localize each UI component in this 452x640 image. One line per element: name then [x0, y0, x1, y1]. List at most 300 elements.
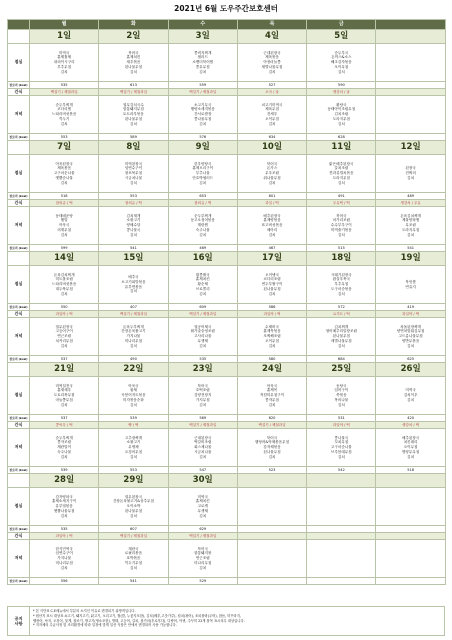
menu-item: 잡살우묵국 — [332, 277, 351, 282]
day-number: 12일 — [376, 141, 445, 155]
menu-item: 김치 — [337, 402, 345, 407]
menu-item: 옛뿔순나물 — [55, 175, 73, 180]
menu-item: 된나물무침 — [124, 116, 143, 121]
menu-item: 제육무침 — [265, 107, 279, 112]
menu-item: 코다리조림 — [263, 277, 281, 282]
menu-item: 연근조림 — [57, 334, 72, 339]
menu-item: 계란찜 — [197, 223, 208, 228]
menu-item: 쇠고기미역국 — [261, 102, 283, 107]
snack-row — [8, 200, 446, 207]
day-number: 10일 — [237, 141, 306, 155]
snack-label: 간식 — [8, 89, 30, 96]
lunch-menu-cell — [30, 377, 99, 415]
snack-cell: 콩씨우 / 떡 — [30, 422, 99, 429]
menu-item: 부추무침 — [334, 282, 349, 287]
page-title: 2021년 6월 도우주간보호센터 — [174, 4, 278, 13]
snack-cell: 백설기 / 제철과일 — [99, 311, 168, 318]
menu-item: 흰콩쌀국 — [195, 272, 210, 277]
menu-item: 오이무침 — [265, 338, 279, 343]
menu-item: 김치 — [60, 343, 68, 348]
snack-cell: 백설기 / 제철과일 — [237, 422, 306, 429]
menu-item: 배추국 — [128, 275, 139, 280]
menu-item: 김치 — [337, 343, 345, 348]
lunch-kcal-value: 620 — [237, 415, 306, 422]
dinner-kcal-value: 580 — [237, 356, 306, 363]
menu-item: 한우양탕국 — [194, 161, 212, 166]
day-number: 16일 — [168, 252, 237, 266]
menu-item: 햄양소세지볶음 — [190, 107, 215, 112]
lunch-menu-cell — [168, 266, 237, 304]
lunch-menu-cell — [237, 488, 306, 526]
menu-item: 김치 — [60, 454, 68, 459]
menu-item: 북어국 — [128, 50, 139, 55]
menu-item: 숙주나물 — [57, 449, 72, 454]
date-row-label — [8, 141, 30, 155]
menu-item: 함통돼지무침 — [123, 107, 144, 112]
menu-item: 오이냉국 — [265, 272, 279, 277]
day-number: 21일 — [30, 363, 99, 377]
day-number — [307, 474, 376, 488]
menu-item: 감자채볶음 — [263, 445, 281, 450]
menu-item: 김치 — [199, 180, 207, 185]
menu-item: 김치 — [129, 565, 137, 570]
menu-item: 동고오징어볶음 — [190, 218, 215, 223]
lunch-menu-cell — [168, 155, 237, 193]
menu-item: 미나리무침 — [55, 560, 73, 565]
snack-cell: 우유떡 / 떡 — [307, 200, 376, 207]
menu-item: 동태매운탕 — [55, 213, 73, 218]
calendar-body — [8, 30, 446, 585]
menu-item: 한식민역국 — [55, 546, 73, 551]
dinner-label: 저녁 — [8, 540, 30, 578]
menu-item: 계란국 — [128, 546, 139, 551]
lunch-menu-cell — [307, 266, 376, 304]
menu-item: 도라지무침 — [332, 175, 351, 180]
dinner-kcal-value: 542 — [307, 467, 376, 474]
menu-item: 감자양파국 — [55, 494, 73, 499]
menu-item: 갈치조림 — [334, 166, 349, 171]
lunch-menu-cell — [237, 266, 306, 304]
lunch-label: 점심 — [8, 155, 30, 193]
menu-item: 가지나물 — [126, 334, 141, 339]
snack-cell: 과일야 / 떡 — [30, 311, 99, 318]
dinner-menu-cell — [99, 429, 168, 467]
day-number: 24일 — [237, 363, 306, 377]
menu-item: 느타리버섯볶음 — [51, 112, 77, 117]
menu-item: 훈제양볶음 — [263, 218, 281, 223]
snack-cell: 생강차 / 우유 — [376, 200, 445, 207]
menu-item: 김치 — [60, 232, 68, 237]
menu-item: 유부면볶음 — [124, 284, 143, 289]
dinner-row — [8, 318, 446, 356]
menu-item: 아장마늘쫑 — [263, 60, 281, 65]
dinner-menu-cell — [30, 96, 99, 134]
menu-item: 미역국 — [197, 494, 208, 499]
lunch-kcal-value: 407 — [99, 304, 168, 311]
day-number — [376, 30, 445, 44]
day-number: 14일 — [30, 252, 99, 266]
lunch-kcal-value: 537 — [30, 415, 99, 422]
menu-item: 고구마순나물 — [330, 445, 352, 450]
menu-item: 김치 — [337, 121, 345, 126]
lunch-menu-cell — [99, 155, 168, 193]
menu-item: 훈재새우 — [57, 388, 72, 393]
menu-item: 느타리버섯볶음 — [51, 282, 77, 287]
menu-item: 무우조림 — [265, 171, 279, 176]
lunch-label: 점심 — [8, 44, 30, 82]
snack-cell: 백설기 / 제철과일 — [168, 533, 237, 540]
menu-item: 김치 — [60, 180, 68, 185]
menu-item: 휘가술숭엉조림 — [190, 329, 215, 334]
menu-item: 소고기피망볶음 — [121, 279, 146, 284]
lunch-kcal-value: 607 — [99, 526, 168, 533]
menu-item: 소불고기 — [126, 440, 141, 445]
lunch-label: 점심 — [8, 488, 30, 526]
dinner-kcal-value — [376, 134, 445, 141]
menu-item: 맑은배추된장국 — [329, 161, 354, 166]
menu-item: 소고기무국 — [194, 102, 212, 107]
dinner-kcal-row — [8, 245, 446, 252]
menu-item: 오이무침 — [403, 445, 418, 450]
snack-cell: 과일야 / 떡 — [376, 311, 445, 318]
snack-label: 간식 — [8, 311, 30, 318]
menu-item: 김치 — [199, 565, 207, 570]
notice-line: * 지자체의 수급사정 및 조리환경에 따라 일정에 맞게 일산 식품은 안에서 변경되어 사용 가능합니다. — [33, 623, 177, 628]
day-number: 3일 — [168, 30, 237, 44]
dinner-menu-cell — [168, 318, 237, 356]
menu-item: 김치 — [268, 402, 276, 407]
lunch-menu-cell — [307, 377, 376, 415]
menu-item: 유부열볶음 — [55, 504, 73, 509]
dinner-kcal-value: 553 — [30, 134, 99, 141]
menu-item: 김치 — [407, 454, 415, 459]
lunch-menu-cell — [376, 266, 445, 304]
day-number: 29일 — [99, 474, 168, 488]
menu-item: 열공어채국 — [194, 324, 212, 329]
dinner-menu-cell — [168, 540, 237, 578]
kcal-label: 칼로리 (kcal) — [9, 526, 28, 531]
dinner-kcal-row — [8, 467, 446, 474]
dinner-row — [8, 207, 446, 245]
lunch-menu-cell — [376, 377, 445, 415]
notice-box — [7, 606, 445, 636]
lunch-kcal-value: 420 — [376, 415, 445, 422]
menu-item: 청포묵무침 — [124, 171, 143, 176]
dinner-menu-cell — [307, 96, 376, 134]
menu-item: 돈육김치찌개 — [53, 272, 75, 277]
menu-item: 된장국 — [405, 166, 416, 171]
snack-label: 간식 — [8, 422, 30, 429]
dinner-menu-cell — [307, 429, 376, 467]
lunch-menu-cell — [237, 377, 306, 415]
lunch-menu-cell — [30, 488, 99, 526]
menu-item: 제육볶음 — [57, 166, 72, 171]
menu-item: 미트볼조림 — [55, 277, 73, 282]
dinner-kcal-value — [376, 578, 445, 585]
menu-item: 훈제찹채 — [57, 55, 72, 60]
menu-item: 대두묵무침 — [55, 286, 73, 291]
menu-item: 곡봉어저트볶음 — [121, 393, 146, 398]
menu-item: 북어국 — [266, 161, 278, 166]
dinner-kcal-row — [8, 134, 446, 141]
snack-label: 간식 — [8, 200, 30, 207]
menu-item: 양배수달 — [126, 223, 141, 228]
dinner-kcal-value: 523 — [237, 467, 306, 474]
dinner-kcal-value: 541 — [376, 245, 445, 252]
lunch-kcal-value: 527 — [237, 82, 306, 89]
menu-item: 임연수구이 — [55, 551, 73, 556]
menu-item: 김치 — [268, 343, 276, 348]
menu-item: 떡갈비조림 — [194, 440, 212, 445]
menu-item: 차돌된장찌개 — [400, 324, 422, 329]
menu-item: 새우볶음 — [126, 60, 141, 65]
lunch-menu-cell — [99, 377, 168, 415]
menu-item: 수제비국 — [265, 324, 279, 329]
day-number: 2일 — [99, 30, 168, 44]
menu-item: 김치 — [337, 454, 345, 459]
menu-item: 순두부찌개 — [55, 102, 73, 107]
lunch-kcal-value: 586 — [237, 304, 306, 311]
menu-item: 해초감자볶음 — [330, 60, 352, 65]
menu-item: 시금치나물 — [194, 449, 212, 454]
lunch-row — [8, 155, 446, 193]
menu-item: 호박볶음 — [126, 556, 141, 561]
menu-item: 훈제치킨 — [126, 55, 141, 60]
menu-item: 무생채 — [128, 445, 139, 450]
menu-item: 아욱국 — [266, 383, 278, 388]
kcal-label: 칼로리 (kcal) — [9, 415, 28, 420]
menu-item: 김치 — [337, 69, 345, 74]
lunch-kcal-value: 601 — [237, 193, 306, 200]
menu-item: 깍두기 — [58, 116, 70, 121]
menu-item: 김치 — [337, 180, 345, 185]
menu-item: 양반무볶음 — [401, 338, 420, 343]
menu-item: 북어국 — [336, 213, 347, 218]
menu-item: 콩무무침 — [195, 64, 210, 69]
menu-item: 북어국 — [197, 383, 208, 388]
day-number: 11일 — [307, 141, 376, 155]
menu-item: 김치 — [129, 180, 137, 185]
notice-line: * 본 식단표 C.E메뉴에서 부분의 소지인 이유로 변경되기 위생적입니다. — [33, 609, 136, 613]
menu-item: 김치 — [129, 454, 137, 459]
dinner-menu-cell — [168, 207, 237, 245]
date-row-label — [8, 252, 30, 266]
snack-cell: 과일야 / 떡 — [307, 422, 376, 429]
dinner-kcal-row — [8, 356, 446, 363]
menu-item: 샐러드 — [197, 55, 208, 60]
day-number: 18일 — [307, 252, 376, 266]
menu-item: 소불고기 — [126, 218, 141, 223]
lunch-kcal-value: 531 — [307, 415, 376, 422]
menu-item: 새별나물무침 — [330, 338, 352, 343]
lunch-kcal-row — [8, 526, 446, 533]
lunch-kcal-value: 491 — [307, 193, 376, 200]
dinner-menu-cell — [168, 96, 237, 134]
menu-item: 김치 — [337, 291, 345, 296]
menu-item: 김치조림 — [334, 112, 349, 117]
menu-item: 된나물무침 — [124, 64, 143, 69]
lunch-kcal-value: 559 — [168, 82, 237, 89]
lunch-kcal-value — [237, 526, 306, 533]
menu-item: 제육볶음 — [265, 55, 279, 60]
menu-item: 김치 — [129, 69, 137, 74]
menu-item: 목의나물 — [334, 397, 349, 402]
menu-item: 김치 — [60, 291, 68, 296]
dinner-menu-cell — [376, 207, 445, 245]
day-number: 19일 — [376, 252, 445, 266]
menu-item: 쑥볶음 — [336, 393, 347, 398]
menu-item: 연두부쌀구이 — [261, 282, 283, 287]
date-row-label — [8, 474, 30, 488]
weekday-header-row — [8, 20, 446, 30]
menu-item: 회스채나물 — [194, 445, 212, 450]
date-row — [8, 363, 446, 377]
date-row-label — [8, 30, 30, 44]
date-row — [8, 474, 446, 488]
lunch-kcal-value — [376, 82, 445, 89]
menu-item: 미역줄기볶음 — [330, 227, 352, 232]
menu-item: 제물양파찜 — [401, 218, 420, 223]
lunch-menu-cell — [30, 155, 99, 193]
dinner-menu-cell — [376, 540, 445, 578]
menu-item: 김치 — [268, 232, 276, 237]
dinner-menu-cell — [99, 96, 168, 134]
snack-cell: 참외쥬 / 떡 — [99, 200, 168, 207]
dinner-kcal-value: 576 — [168, 134, 237, 141]
menu-item: 김치 — [268, 180, 276, 185]
menu-item: 수수부우구이 — [330, 223, 352, 228]
menu-item: 김치 — [60, 69, 68, 74]
kcal-label: 칼로리 (kcal) — [9, 245, 28, 250]
menu-item: 콩나물국 — [126, 227, 141, 232]
dinner-row — [8, 96, 446, 134]
day-number — [376, 474, 445, 488]
dinner-menu-cell — [376, 318, 445, 356]
lunch-kcal-value: 569 — [168, 415, 237, 422]
lunch-menu-cell — [30, 266, 99, 304]
menu-item: 도토리묵무침 — [53, 393, 75, 398]
menu-item: 간장돈육불고기 — [121, 329, 146, 334]
menu-item: 전찌의 — [405, 171, 416, 176]
menu-item: 꼬치무침 — [334, 440, 349, 445]
menu-item: 연근조림 — [195, 556, 210, 561]
lunch-kcal-value: 613 — [99, 82, 168, 89]
menu-item: 김치 — [129, 232, 137, 237]
menu-item: 잡채 — [129, 388, 137, 393]
menu-item: 내외이시구리 — [53, 60, 75, 65]
weekday-tue: 화 — [99, 20, 168, 30]
menu-item: 무조림 — [405, 223, 416, 228]
menu-item: 간장돈육불고기&상추무침 — [112, 499, 154, 504]
menu-item: 형어메추리알장조림 — [325, 329, 357, 334]
menu-item: 함통돼지볶 — [194, 551, 212, 556]
lunch-menu-cell — [99, 266, 168, 304]
menu-item: 모찌해조림 — [263, 334, 281, 339]
menu-item: 부추나물 — [195, 171, 210, 176]
menu-item: 임어구이 — [334, 388, 349, 393]
lunch-menu-cell — [30, 44, 99, 82]
dinner-label: 저녁 — [8, 207, 30, 245]
dinner-menu-cell — [237, 96, 306, 134]
menu-item: 가지무침 — [195, 397, 210, 402]
dinner-menu-cell — [237, 207, 306, 245]
lunch-menu-cell — [237, 155, 306, 193]
menu-item: 순두부국 — [334, 50, 349, 55]
snack-cell: 과일 / 떡 — [237, 200, 306, 207]
day-number: 22일 — [99, 363, 168, 377]
menu-item: 김치 — [268, 291, 276, 296]
menu-item: 김치찌개 — [334, 324, 349, 329]
menu-item: 새별나물무침 — [261, 64, 283, 69]
lunch-menu-cell — [99, 488, 168, 526]
menu-item: 미각볶음순화 — [123, 397, 144, 402]
dinner-menu-cell — [237, 540, 306, 578]
menu-item: 훈제치킨 — [195, 277, 210, 282]
menu-item: 훈제목 — [266, 388, 278, 393]
menu-item: 도라지무침 — [332, 116, 351, 121]
snack-row — [8, 89, 446, 96]
menu-item: 김치 — [199, 121, 207, 126]
menu-item: 김치 — [129, 343, 137, 348]
day-number: 30일 — [168, 474, 237, 488]
lunch-kcal-row — [8, 304, 446, 311]
menu-item: 고로케 — [197, 504, 208, 509]
weekday-fri: 금 — [307, 20, 376, 30]
lunch-kcal-value: 539 — [99, 415, 168, 422]
menu-item: 된나물무침 — [263, 449, 281, 454]
menu-item: 김치 — [199, 291, 207, 296]
date-row — [8, 252, 446, 266]
menu-item: 무생채 — [197, 338, 208, 343]
menu-item: 시금치나물 — [124, 175, 143, 180]
menu-item: 아욱국 — [128, 383, 139, 388]
menu-item: 김치이우 — [403, 393, 418, 398]
menu-item: 미역국 — [405, 388, 416, 393]
date-row — [8, 141, 446, 155]
day-number: 26일 — [376, 363, 445, 377]
kcal-label: 칼로리 (kcal) — [9, 304, 28, 309]
kcal-label: 칼로리 (kcal) — [9, 134, 28, 139]
menu-item: 콩자조림 — [57, 440, 72, 445]
snack-cell: 백설기 / 제철과일 — [168, 422, 237, 429]
weekday-sat — [376, 20, 445, 30]
menu-item: 깍두기무침 — [124, 560, 143, 565]
dinner-menu-cell — [30, 429, 99, 467]
day-number: 25일 — [307, 363, 376, 377]
lunch-kcal-row — [8, 193, 446, 200]
dinner-kcal-value: 589 — [99, 134, 168, 141]
menu-item: 김치 — [268, 69, 276, 74]
dinner-menu-cell — [99, 207, 168, 245]
snack-cell: 생강차 / 귤 — [307, 89, 376, 96]
menu-item: 콩자무침 — [265, 397, 279, 402]
dinner-kcal-value: 553 — [99, 467, 168, 474]
menu-item: 계란말이 — [57, 445, 72, 450]
dinner-menu-cell — [237, 318, 306, 356]
dinner-row — [8, 429, 446, 467]
dinner-label: 저녁 — [8, 429, 30, 467]
menu-item: 김치재개 — [126, 213, 141, 218]
lunch-kcal-value — [307, 526, 376, 533]
menu-item: 단호박샐러드 — [192, 175, 214, 180]
menu-item: 김치 — [199, 232, 207, 237]
menu-item: 옛뿔나물무침 — [53, 508, 75, 513]
menu-item: 김치 — [337, 232, 345, 237]
menu-item: 김치 — [60, 121, 68, 126]
menu-item: 근대된장국 — [263, 50, 281, 55]
lunch-menu-cell — [307, 488, 376, 526]
menu-item: 가지나물 — [57, 556, 72, 561]
